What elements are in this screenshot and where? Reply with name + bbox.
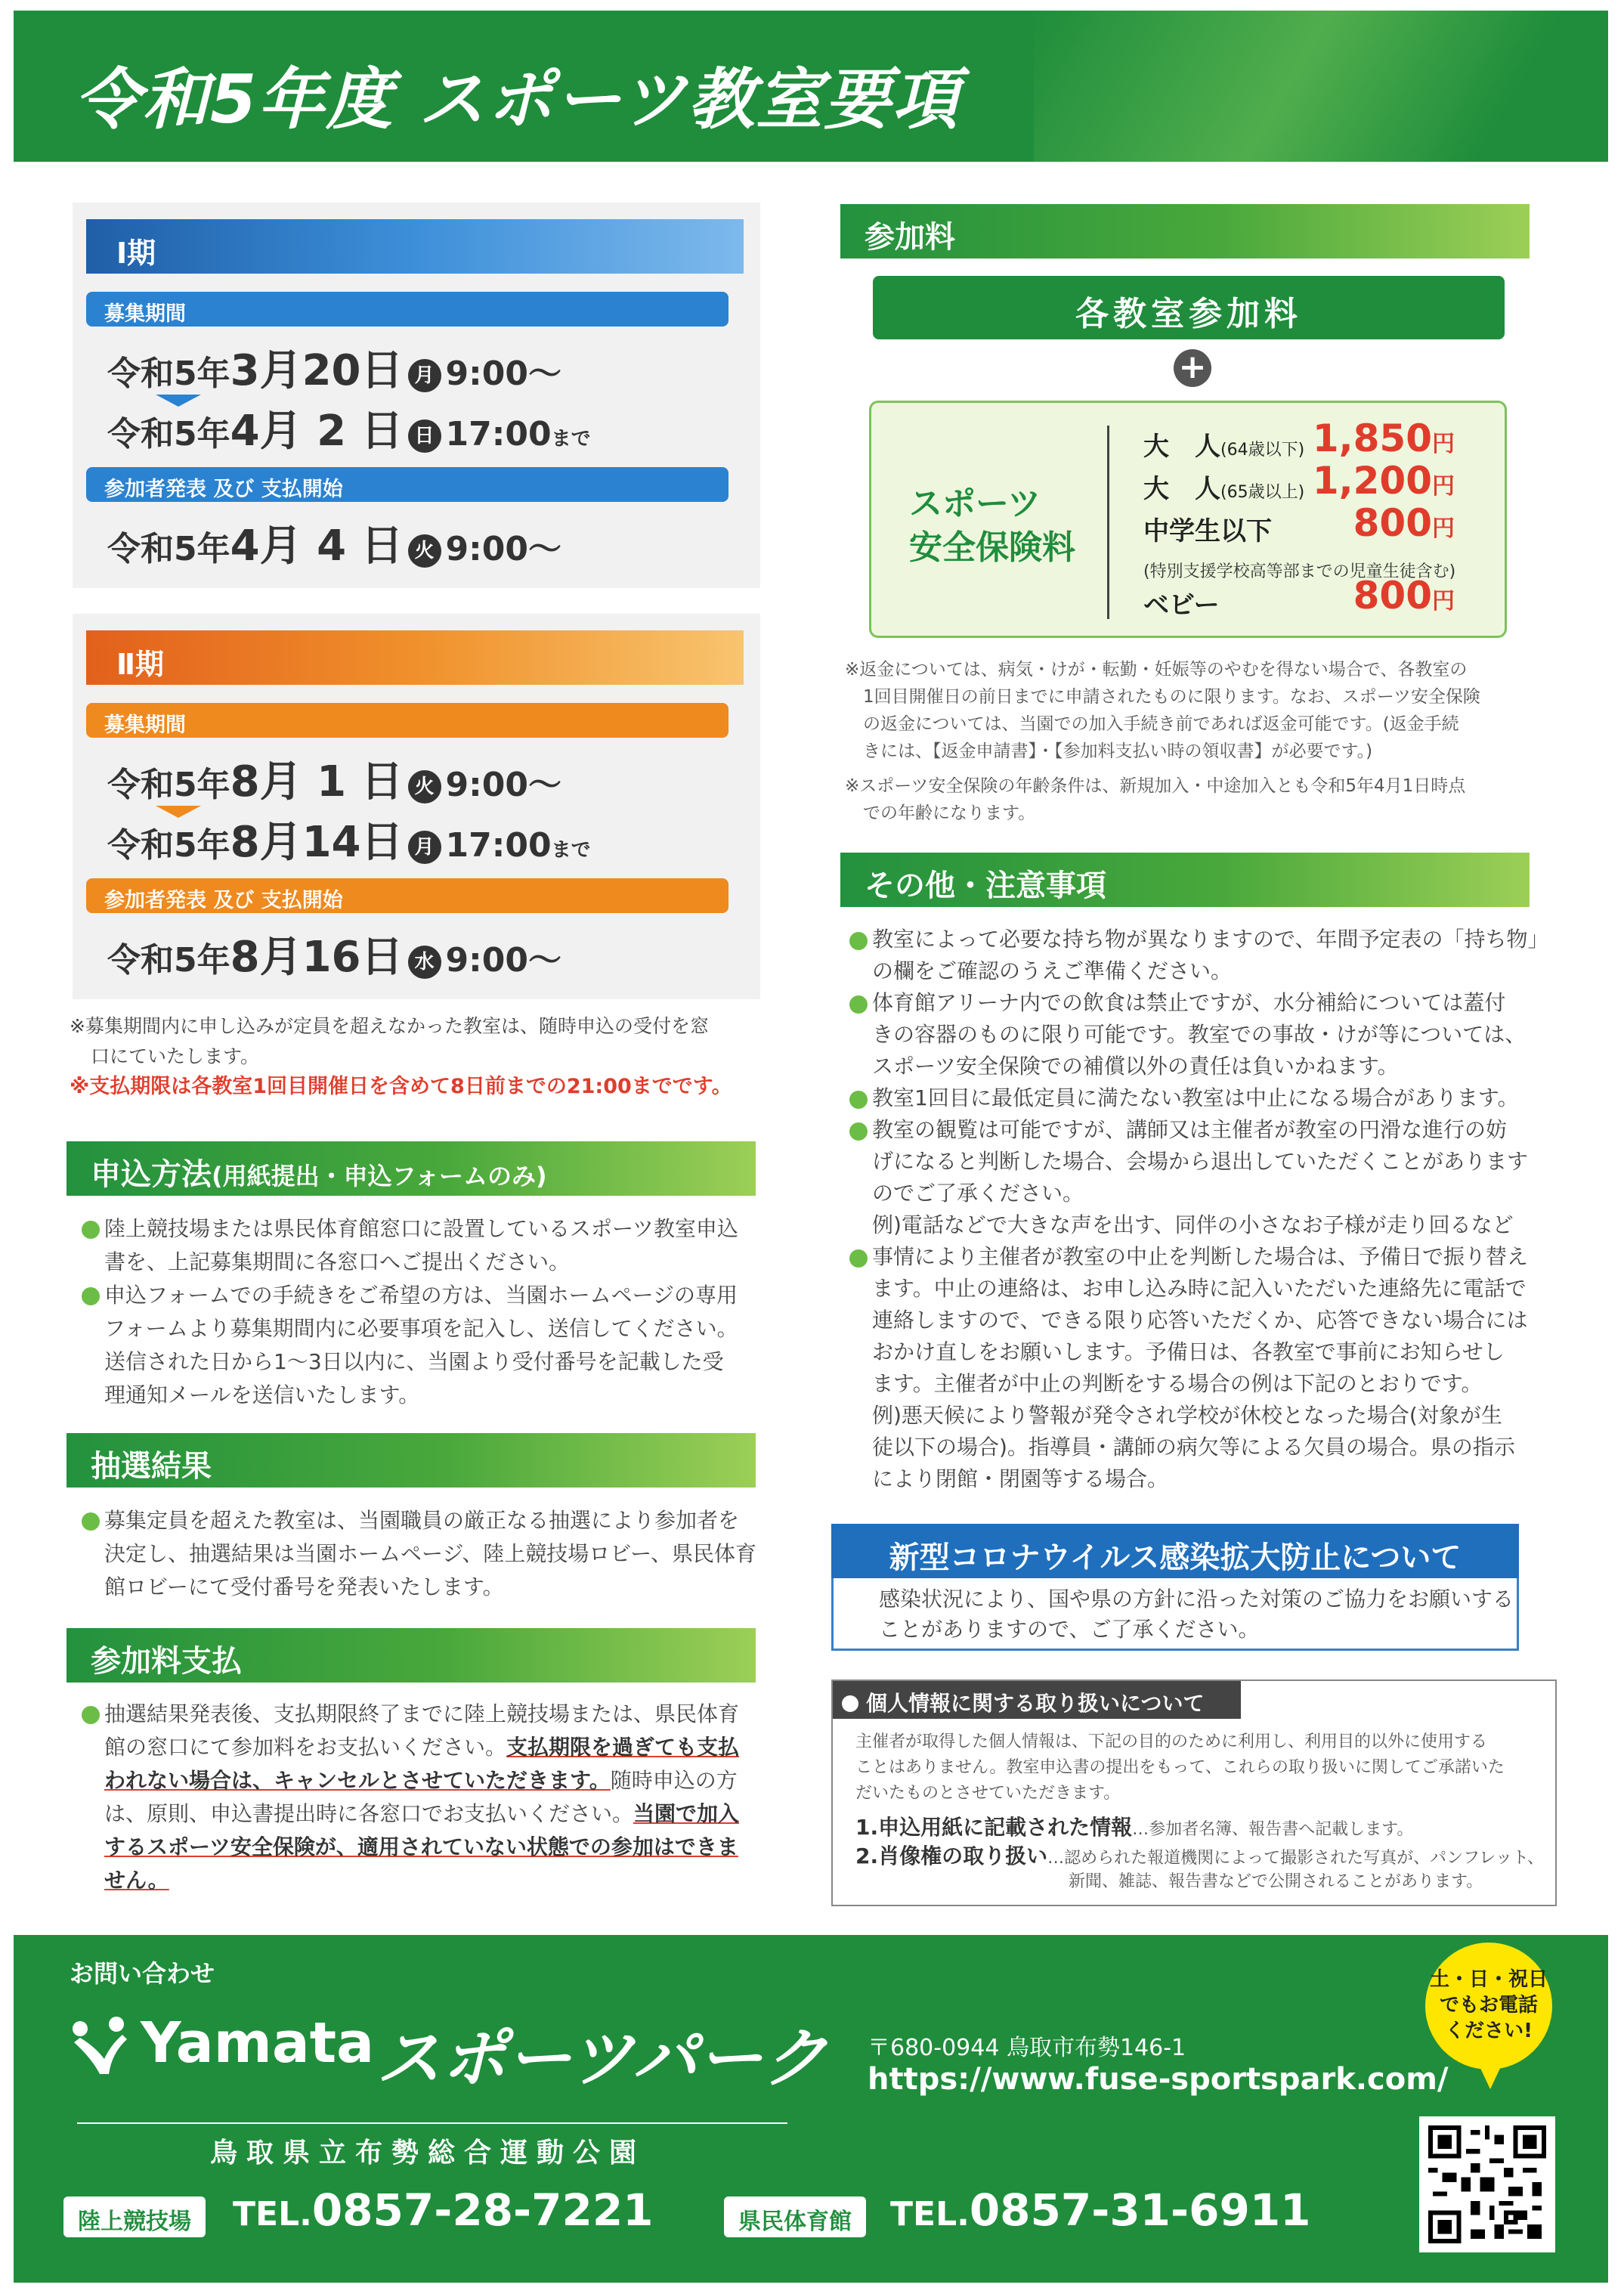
text-line: 例)電話などで大きな声を出す、同伴の小さなお子様が走り回るなど xyxy=(872,1212,1514,1237)
note-line: 口にていたします。 xyxy=(91,1045,260,1067)
title-line: スポーツ xyxy=(909,484,1041,523)
recruit-note xyxy=(70,1011,772,1072)
fee-row-baby xyxy=(1143,584,1220,621)
list-item xyxy=(849,1241,1545,1273)
privacy-text xyxy=(855,1729,1543,1806)
period-2-header: Ⅱ期 xyxy=(86,630,744,685)
tel-prefix: TEL. xyxy=(890,2195,970,2234)
weekday-badge: 月 xyxy=(408,359,441,392)
time-text: 9:00〜 xyxy=(445,530,561,568)
payment-section-header xyxy=(67,1628,756,1683)
time-text: 17:00 xyxy=(445,415,552,454)
fee-age: (65歳以上) xyxy=(1220,483,1305,502)
weekday-badge: 火 xyxy=(408,534,441,568)
fee-label: 大 人 xyxy=(1143,474,1220,504)
address: 〒680-0944 鳥取市布勢146-1 xyxy=(868,2035,1186,2061)
period-2-panel xyxy=(73,614,760,999)
text-line: スポーツ安全保険での補償以外の責任は負いかねます。 xyxy=(872,1054,1399,1079)
corona-header: 新型コロナウイルス感染拡大防止について xyxy=(831,1524,1519,1578)
text-line xyxy=(82,1864,777,1897)
weekday-badge: 日 xyxy=(408,419,441,453)
divider xyxy=(77,2122,787,2124)
fee-label: 大 人 xyxy=(1143,432,1220,462)
header-band xyxy=(14,11,1608,162)
privacy-title: 個人情報に関する取り扱いについて xyxy=(866,1691,1205,1716)
text-line: 書を、上記募集期間に各窓口へご提出ください。 xyxy=(104,1249,571,1274)
fee-price xyxy=(1313,416,1455,460)
item-title: 1.申込用紙に記載された情報 xyxy=(855,1815,1133,1840)
text-line xyxy=(82,1731,777,1764)
text-line: 理通知メールを送信いたします。 xyxy=(104,1382,420,1407)
insurance-title xyxy=(909,482,1075,570)
text-line: ます。中止の連絡は、お申し込み時に記入いただいた連絡先に電話で xyxy=(872,1276,1527,1301)
emphasis-text: われない場合は、キャンセルとさせていただきます。 xyxy=(104,1768,611,1793)
text-span: 館の窓口にて参加料をお支払いください。 xyxy=(104,1735,507,1760)
text-line: のでご了承ください。 xyxy=(872,1181,1084,1206)
text-line: 教室の観覧は可能ですが、講師又は主催者が教室の円滑な進行の妨 xyxy=(872,1117,1508,1142)
note-line: の返金については、当園での加入手続き前であれば返金可能です。(返金手続 xyxy=(863,714,1459,734)
list-item xyxy=(82,1504,777,1537)
fee-label: ベビー xyxy=(1143,590,1220,621)
header-decoration xyxy=(1034,11,1608,162)
tag-gym: 県民体育館 xyxy=(724,2196,866,2237)
price-value: 1,850 xyxy=(1312,416,1432,460)
lottery-section-header xyxy=(67,1433,756,1488)
period-1-recruit-label: 募集期間 xyxy=(86,292,728,327)
weekend-call-bubble xyxy=(1425,1943,1552,2070)
website-link[interactable]: https://www.fuse-sportspark.com/ xyxy=(868,2062,1449,2097)
fee-row-adult-65 xyxy=(1143,468,1304,505)
period-1-announce-label: 参加者発表 及び 支払開始 xyxy=(86,467,728,502)
section-title: その他・注意事項 xyxy=(865,868,1106,903)
privacy-item-2 xyxy=(855,1840,1544,1870)
period-1-end xyxy=(107,398,591,458)
period-1-header: Ⅰ期 xyxy=(86,219,744,274)
text-line: おかけ直しをお願いします。予備日は、各教室で事前にお知らせし xyxy=(872,1339,1505,1364)
note-line: きには、【返金申請書】・【参加料支払い時の領収書】が必要です。) xyxy=(863,741,1373,761)
period-1-panel xyxy=(73,203,760,588)
text-line xyxy=(82,1797,777,1831)
tel-number: 0857-31-6911 xyxy=(969,2184,1311,2236)
page-title: 令和5年度 スポーツ教室要項 xyxy=(74,60,960,138)
apply-list xyxy=(82,1212,777,1412)
fee-row-adult-64 xyxy=(1143,426,1304,463)
date-text: 3月20日 xyxy=(230,346,404,395)
list-item xyxy=(82,1698,777,1731)
text-line: 感染状況により、国や県の方針に沿った対策のご協力をお願いする xyxy=(879,1587,1514,1611)
text-line: 抽選結果発表後、支払期限終了までに陸上競技場または、県民体育 xyxy=(104,1701,740,1726)
text-line: フォームより募集期間内に必要事項を記入し、送信してください。 xyxy=(104,1316,738,1341)
date-text: 8月14日 xyxy=(230,818,404,867)
text-span: は、原則、申込書提出時に各窓口でお支払いください。 xyxy=(104,1801,634,1826)
date-text: 8月16日 xyxy=(230,933,404,982)
emphasis-text: 支払期限を過ぎても支払 xyxy=(506,1735,740,1760)
period-2-end xyxy=(107,809,591,869)
apply-section-header xyxy=(67,1141,756,1196)
text-line: 事情により主催者が教室の中止を判断した場合は、予備日で振り替え xyxy=(872,1244,1529,1269)
year-text: 令和5年 xyxy=(107,941,230,980)
section-subtitle: (用紙提出・申込フォームのみ) xyxy=(212,1162,547,1190)
date-text: 8月 1 日 xyxy=(230,757,404,806)
text-line: 教室1回目に最低定員に満たない教室は中止になる場合があります。 xyxy=(872,1085,1519,1110)
yamata-logo-icon xyxy=(70,2017,130,2077)
text-line: により閉館・閉園等する場合。 xyxy=(872,1466,1169,1491)
item-desc: …参加者名簿、報告書へ記載します。 xyxy=(1132,1820,1414,1839)
bullet-icon xyxy=(842,1695,858,1712)
tel-prefix: TEL. xyxy=(233,2195,312,2234)
qr-code-icon[interactable] xyxy=(1419,2116,1555,2252)
footer xyxy=(14,1935,1608,2283)
fee-section-header xyxy=(840,204,1530,259)
section-title: 申込方法 xyxy=(91,1157,212,1192)
note-line: ※返金については、病気・けが・転勤・妊娠等のやむを得ない場合で、各教室の xyxy=(845,660,1468,680)
inquiry-label: お問い合わせ xyxy=(70,1959,215,1988)
weekday-badge: 月 xyxy=(408,831,441,864)
year-text: 令和5年 xyxy=(107,354,230,393)
price-value: 1,200 xyxy=(1312,459,1432,503)
bubble-line: 土・日・祝日 xyxy=(1429,1968,1548,1991)
privacy-item-1 xyxy=(855,1811,1413,1841)
text-line: の欄をご確認のうえご準備ください。 xyxy=(872,958,1233,983)
plus-circle-icon: + xyxy=(1174,349,1211,387)
period-2-recruit-label: 募集期間 xyxy=(86,703,728,738)
list-item xyxy=(849,987,1545,1019)
period-2-start xyxy=(107,748,561,809)
list-item xyxy=(82,1279,777,1312)
section-title: 参加料支払 xyxy=(91,1644,242,1679)
emphasis-text: せん。 xyxy=(104,1868,169,1893)
logo-sportspark-text: スポーツパーク xyxy=(376,2021,827,2097)
year-text: 令和5年 xyxy=(107,826,230,865)
text-line xyxy=(82,1764,777,1797)
fee-price xyxy=(1353,574,1455,618)
note-line: ※スポーツ安全保険の年齢条件は、新規加入・中途加入とも令和5年4月1日時点 xyxy=(845,776,1466,796)
text-line: 送信された日から1〜3日以内に、当園より受付番号を記載した受 xyxy=(104,1349,724,1374)
section-title: 参加料 xyxy=(865,220,955,255)
price-value: 800 xyxy=(1353,501,1432,545)
text-line: 連絡しますので、できる限り応答いただくか、応答できない場合には xyxy=(872,1308,1528,1333)
until-text: まで xyxy=(551,428,591,450)
other-list xyxy=(849,924,1549,1495)
text-line: 例)悪天候により警報が発令され学校が休校となった場合(対象が生 xyxy=(872,1403,1502,1428)
weekday-badge: 火 xyxy=(408,770,441,803)
text-line: 申込フォームでの手続きをご希望の方は、当園ホームページの専用 xyxy=(104,1283,738,1308)
text-line: だいたものとさせていただきます。 xyxy=(855,1784,1121,1803)
fee-row-junior-note: (特別支援学校高等部までの児童生徒含む) xyxy=(1143,562,1456,581)
text-line: ことがありますので、ご了承ください。 xyxy=(879,1617,1260,1642)
note-line: での年齢になります。 xyxy=(863,803,1036,823)
title-line: 安全保険料 xyxy=(909,528,1075,567)
emphasis-text: するスポーツ安全保険が、適用されていない状態での参加はできま xyxy=(104,1834,738,1859)
text-line: 館ロビーにて受付番号を発表いたします。 xyxy=(104,1574,504,1599)
other-section-header xyxy=(840,853,1530,907)
time-text: 9:00〜 xyxy=(445,354,561,393)
price-value: 800 xyxy=(1353,574,1432,618)
lottery-list xyxy=(82,1504,777,1604)
period-1-start xyxy=(107,337,561,398)
payment-list xyxy=(82,1698,777,1897)
privacy-item-2-cont: 新聞、雑誌、報告書などで公開されることがあります。 xyxy=(1069,1872,1483,1891)
payment-deadline-note: ※支払期限は各教室1回目開催日を含めて8日前までの21:00までです。 xyxy=(70,1075,732,1098)
item-desc: …認められた報道機関によって撮影された写真が、パンフレット、 xyxy=(1047,1849,1545,1868)
age-condition-note xyxy=(845,772,1548,827)
list-item xyxy=(82,1212,777,1246)
bubble-tail xyxy=(1478,2063,1502,2089)
text-line: きの容器のものに限り可能です。教室での事故・けが等については、 xyxy=(872,1022,1527,1047)
note-line: ※募集期間内に申し込みが定員を超えなかった教室は、随時申込の受付を窓 xyxy=(70,1015,709,1037)
section-title: 抽選結果 xyxy=(91,1449,212,1484)
date-text: 4月 2 日 xyxy=(230,407,404,456)
text-line: 体育館アリーナ内での飲食は禁止ですが、水分補給については蓋付 xyxy=(872,990,1506,1015)
note-line: 1回目開催日の前日までに申請されたものに限ります。なお、スポーツ安全保険 xyxy=(863,687,1480,707)
corona-body xyxy=(831,1578,1519,1651)
year-text: 令和5年 xyxy=(107,415,230,454)
time-text: 9:00〜 xyxy=(445,766,561,804)
list-item xyxy=(849,1082,1545,1114)
emphasis-text: 当園で加入 xyxy=(633,1801,740,1826)
text-line: 募集定員を超えた教室は、当園職員の厳正なる抽選により参加者を xyxy=(104,1508,740,1533)
logo-yamata-text: Yamata xyxy=(141,2011,375,2076)
tel-stadium[interactable] xyxy=(233,2184,654,2236)
date-text: 4月 4 日 xyxy=(230,522,404,571)
bubble-line: でもお電話 xyxy=(1439,1994,1538,2017)
tel-number: 0857-28-7221 xyxy=(311,2184,654,2236)
list-item xyxy=(849,924,1549,955)
text-line: げになると判断した場合、会場から退出していただくことがあります xyxy=(872,1149,1529,1174)
privacy-header xyxy=(833,1681,1241,1719)
privacy-box xyxy=(831,1679,1557,1906)
year-text: 令和5年 xyxy=(107,530,230,568)
fee-age: (64歳以下) xyxy=(1220,441,1305,460)
text-line: 主催者が取得した個人情報は、下記の目的のために利用し、利用目的以外に使用する xyxy=(855,1732,1488,1751)
until-text: まで xyxy=(551,839,591,862)
tel-gym[interactable] xyxy=(890,2184,1311,2236)
text-line: ます。主催者が中止の判断をする場合の例は下記のとおりです。 xyxy=(872,1371,1483,1396)
price-unit: 円 xyxy=(1432,588,1455,615)
text-line xyxy=(82,1831,777,1864)
fee-price xyxy=(1313,459,1455,503)
text-line: 教室によって必要な持ち物が異なりますので、年間予定表の「持ち物」 xyxy=(872,927,1549,952)
fee-price xyxy=(1353,501,1455,545)
text-line: ことはありません。教室申込書の提出をもって、これらの取り扱いに関してご承諾いた xyxy=(855,1758,1505,1777)
park-name: 鳥取県立布勢総合運動公園 xyxy=(210,2138,646,2169)
time-text: 17:00 xyxy=(445,826,552,865)
period-1-announce xyxy=(107,512,561,573)
period-2-announce xyxy=(107,924,561,984)
time-text: 9:00〜 xyxy=(445,941,561,980)
year-text: 令和5年 xyxy=(107,766,230,804)
period-2-announce-label: 参加者発表 及び 支払開始 xyxy=(86,878,728,913)
weekday-badge: 水 xyxy=(408,946,441,979)
text-line: 徒以下の場合)。指導員・講師の病欠等による欠員の場合。県の指示 xyxy=(872,1435,1515,1460)
bubble-line: ください! xyxy=(1445,2020,1533,2042)
refund-note xyxy=(845,656,1548,765)
fee-row-junior xyxy=(1143,510,1272,547)
text-line: 陸上競技場または県民体育館窓口に設置しているスポーツ教室申込 xyxy=(104,1216,738,1241)
fee-label: 中学生以下 xyxy=(1143,516,1272,546)
list-item xyxy=(849,1114,1545,1146)
tag-stadium: 陸上競技場 xyxy=(63,2196,206,2237)
insurance-fee-box xyxy=(869,401,1507,638)
price-unit: 円 xyxy=(1432,515,1455,542)
divider xyxy=(1107,426,1109,619)
item-title: 2.肖像権の取り扱い xyxy=(855,1844,1048,1868)
price-unit: 円 xyxy=(1432,473,1455,500)
class-fee-box: 各教室参加料 xyxy=(873,276,1505,339)
text-span: 随時申込の方 xyxy=(610,1768,738,1793)
text-line: 決定し、抽選結果は当園ホームページ、陸上競技場ロビー、県民体育 xyxy=(104,1541,756,1566)
price-unit: 円 xyxy=(1432,431,1455,457)
